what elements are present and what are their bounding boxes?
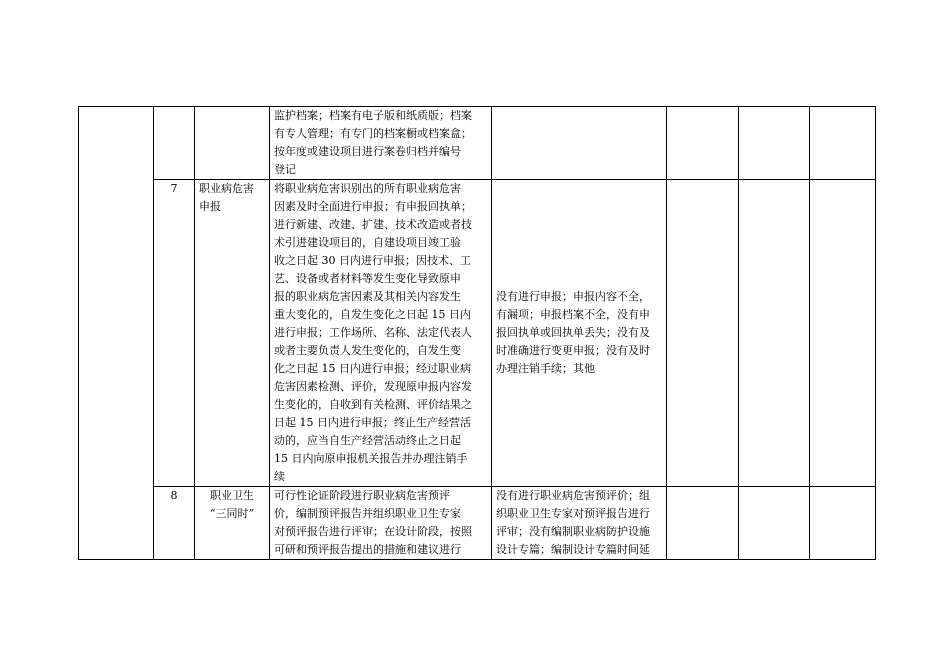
empty-cell <box>667 107 739 180</box>
criteria-cell <box>492 107 667 180</box>
inspection-table <box>78 106 876 560</box>
item-name-cell: 职业卫生 “三同时” <box>195 487 270 560</box>
empty-cell <box>810 107 876 180</box>
table-row <box>79 180 876 487</box>
row-number-cell <box>154 107 195 180</box>
criteria-cell: 没有进行职业病危害预评价；组 织职业卫生专家对预评报告进行 评审；没有编制职业病防护设施 设计专篇；编制设计专篇时间延 <box>492 487 667 560</box>
criteria-cell: 没有进行申报；申报内容不全， 有漏项；申报档案不全，没有申 报回执单或回执单丢失；没有及 时准确进行变更申报；没有及时 办理注销手续；其他 <box>492 180 667 487</box>
empty-cell <box>667 180 739 487</box>
empty-cell <box>739 107 810 180</box>
empty-cell <box>739 487 810 560</box>
row-number-cell: 8 <box>154 487 195 560</box>
requirement-cell: 监护档案；档案有电子版和纸质版；档案 有专人管理；有专门的档案橱或档案盒； 按年度或建设项目进行案卷归档并编号 登记 <box>270 107 492 180</box>
empty-cell <box>739 180 810 487</box>
requirement-cell: 可行性论证阶段进行职业病危害预评 价，编制预评报告并组织职业卫生专家 对预评报告进行评审；在设计阶段，按照 可研和预评报告提出的措施和建议进行 <box>270 487 492 560</box>
item-name-cell: 职业病危害 申报 <box>195 180 270 487</box>
requirement-cell: 将职业病危害识别出的所有职业病危害 因素及时全面进行申报；有申报回执单； 进行新建、改建、扩建、技术改造或者技 术引进建设项目的，自建设项目竣工验 收之日起 30 日内进行申报；因技术、工 艺、设备或者材料等发生变化导致原申 报的职业病危害因素及其相关内容发生 重大变化的，自发生变化之日起 15 日内 进行申报；工作场所、名称、法定代表人 或者主要负责人发生变化的，自发生变 化之日起 15 日内进行申报；经过职业病 危害因素检测、评价，发现原申报内容发 生变化的，自收到有关检测、评价结果之 日起 15 日内进行申报；终止生产经营活 动的，应当自生产经营活动终止之日起 15 日内向原申报机关报告并办理注销手 续 <box>270 180 492 487</box>
empty-cell <box>810 180 876 487</box>
empty-cell <box>810 487 876 560</box>
row-number-cell: 7 <box>154 180 195 487</box>
empty-cell <box>667 487 739 560</box>
category-cell <box>79 107 154 560</box>
item-name-cell <box>195 107 270 180</box>
table-row <box>79 107 876 180</box>
table-row <box>79 487 876 560</box>
